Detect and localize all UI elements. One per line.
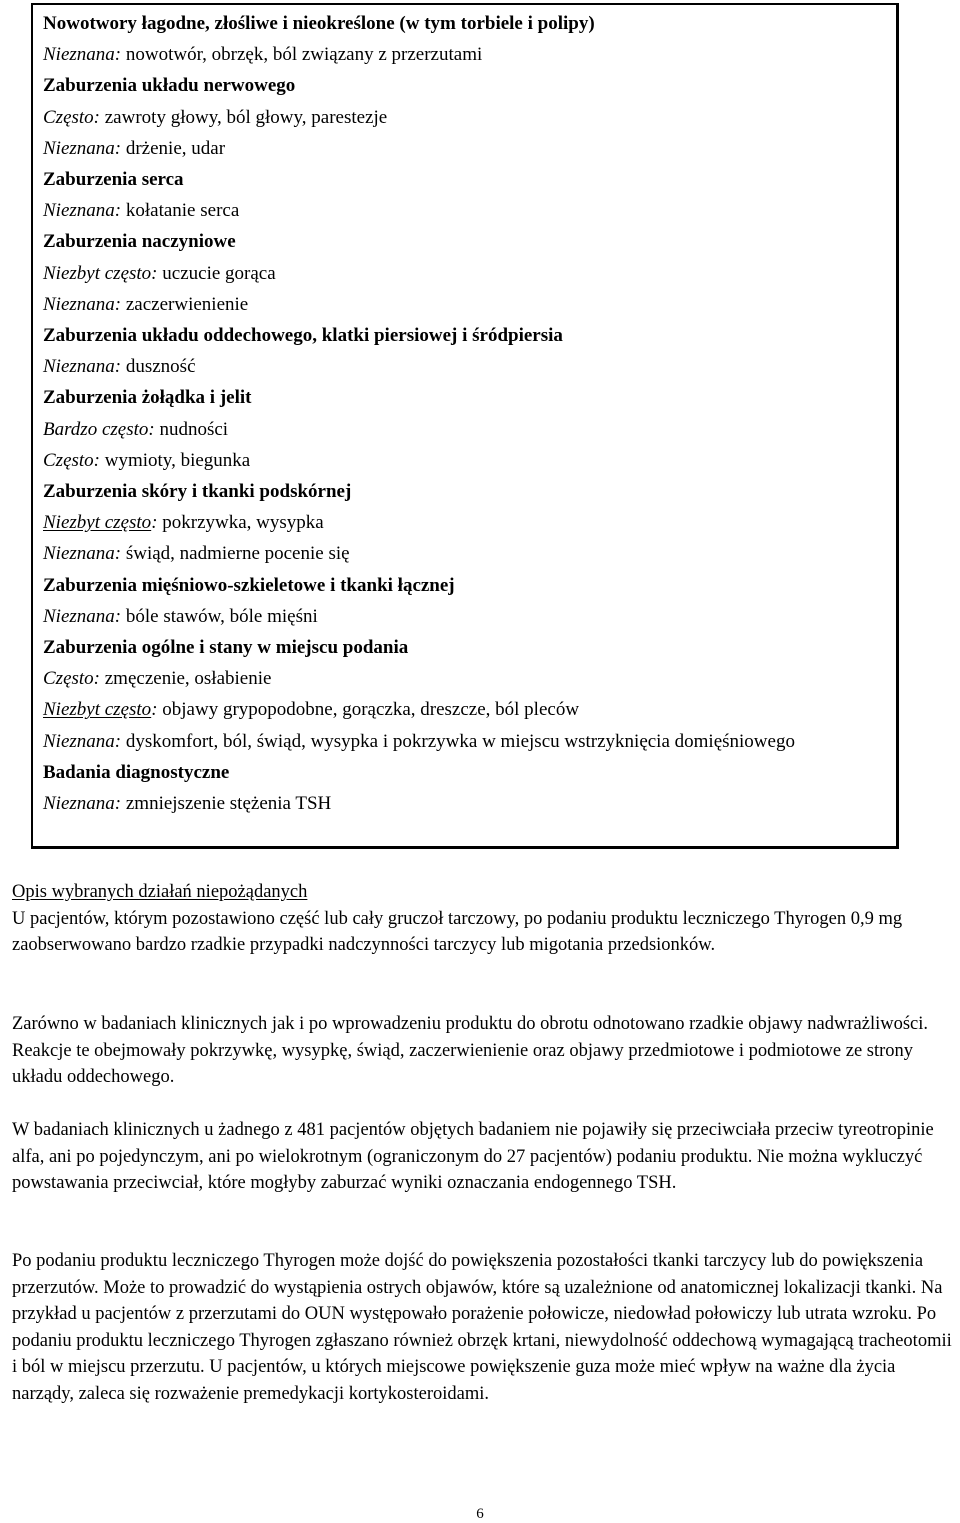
reaction-row (43, 39, 888, 70)
frequency-label: Nieznana: (43, 137, 122, 159)
reaction-text: zmniejszenie stężenia TSH (121, 793, 332, 815)
category-heading: Zaburzenia ogólne i stany w miejscu podania (43, 637, 409, 659)
category-heading: Zaburzenia skóry i tkanki podskórnej (43, 481, 352, 503)
category-heading: Zaburzenia naczyniowe (43, 231, 236, 253)
reaction-row (43, 788, 888, 819)
frequency-label: Nieznana: (43, 793, 122, 815)
frequency-label: Nieznana: (43, 356, 122, 378)
frequency-label: Niezbyt często (43, 512, 152, 534)
adverse-reactions-table (31, 3, 899, 849)
reaction-text: bóle stawów, bóle mięśni (121, 605, 318, 627)
paragraph-4: Po podaniu produktu leczniczego Thyrogen może dojść do powiększenia pozostałości tkanki tarczycy lub do powiększenia przerzutów. Może to prowadzić do wystąpienia ostrych objawów, które są uzależnione od anatomicznej lokalizacji tkanki. Na przykład u pacjentów z przerzutami do OUN występowało porażenie połowicze, niedowład połowiczy lub utrata wzroku. Po podaniu produktu leczniczego Thyrogen zgłaszano również obrzęk krtani, niewydolność oddechową wymagającą tracheotomii i ból w miejscu przerzutu. U pacjentów, u których miejscowe powiększenie guza może mieć wpływ na ważne dla życia narządy, zaleca się rozważenie premedykacji kortykosteroidami. (12, 1251, 952, 1404)
reaction-row (43, 351, 888, 382)
frequency-label: Nieznana: (43, 293, 122, 315)
frequency-label: Nieznana: (43, 605, 122, 627)
frequency-label: Często: (43, 449, 100, 471)
reaction-text: duszność (121, 356, 196, 378)
frequency-label: Niezbyt często (43, 699, 152, 721)
reaction-text: wymioty, biegunka (100, 449, 251, 471)
category-heading: Zaburzenia mięśniowo-szkieletowe i tkanki łącznej (43, 574, 455, 596)
reaction-row (43, 133, 888, 164)
paragraph-3: W badaniach klinicznych u żadnego z 481 pacjentów objętych badaniem nie pojawiły się przeciwciała przeciw tyreotropinie alfa, ani po pojedynczym, ani po wielokrotnym (ograniczonym do 27 pacjentów) podaniu produktu. Nie można wykluczyć powstawania przeciwciał, które mogłyby zaburzać wyniki oznaczania endogennego TSH. (12, 1120, 934, 1193)
description-section (12, 879, 958, 959)
frequency-label: Często: (43, 668, 100, 690)
reaction-row (43, 507, 888, 538)
frequency-label: Nieznana: (43, 543, 122, 565)
category-heading: Zaburzenia żołądka i jelit (43, 387, 252, 409)
paragraph-1: U pacjentów, którym pozostawiono część lub cały gruczoł tarczowy, po podaniu produktu leczniczego Thyrogen 0,9 mg zaobserwowano bardzo rzadkie przypadki nadczynności tarczycy lub migotania przedsionków. (12, 908, 903, 955)
reaction-row (43, 601, 888, 632)
category-heading: Zaburzenia układu oddechowego, klatki piersiowej i śródpiersia (43, 325, 563, 347)
adverse-reactions-list (43, 8, 888, 819)
reaction-text: zawroty głowy, ból głowy, parestezje (100, 106, 388, 128)
paragraph-2: Zarówno w badaniach klinicznych jak i po wprowadzeniu produktu do obrotu odnotowano rzadkie objawy nadwrażliwości. Reakcje te obejmowały pokrzywkę, wysypkę, świąd, zaczerwienienie oraz objawy przedmiotowe i podmiotowe ze strony układu oddechowego. (12, 1014, 929, 1087)
frequency-colon: : (151, 512, 158, 534)
reaction-text: objawy grypopodobne, gorączka, dreszcze, ból pleców (157, 699, 580, 721)
paragraph-2-block (12, 1011, 958, 1091)
frequency-label: Często: (43, 106, 100, 128)
category-heading: Nowotwory łagodne, złośliwe i nieokreślone (w tym torbiele i polipy) (43, 13, 595, 34)
reaction-text: pokrzywka, wysypka (157, 512, 324, 534)
reaction-row (43, 289, 888, 320)
category-heading: Zaburzenia układu nerwowego (43, 75, 296, 97)
reaction-row (43, 663, 888, 694)
reaction-row (43, 726, 888, 757)
frequency-colon: : (151, 699, 158, 721)
paragraph-3-block (12, 1117, 958, 1197)
reaction-row (43, 102, 888, 133)
frequency-label: Bardzo często: (43, 418, 155, 440)
category-heading: Zaburzenia serca (43, 169, 184, 191)
reaction-row (43, 538, 888, 569)
section-title: Opis wybranych działań niepożądanych (12, 882, 308, 902)
page-number: 6 (476, 1506, 484, 1522)
reaction-text: dyskomfort, ból, świąd, wysypka i pokrzywka w miejscu wstrzyknięcia domięśniowego (121, 730, 795, 752)
reaction-row (43, 258, 888, 289)
frequency-label: Nieznana: (43, 44, 122, 66)
reaction-row (43, 445, 888, 476)
reaction-row (43, 694, 888, 725)
reaction-text: uczucie gorąca (157, 262, 276, 284)
category-heading: Badania diagnostyczne (43, 761, 230, 783)
reaction-text: nudności (154, 418, 229, 440)
reaction-text: nowotwór, obrzęk, ból związany z przerzutami (121, 44, 483, 66)
reaction-text: zmęczenie, osłabienie (100, 668, 272, 690)
frequency-label: Niezbyt często: (43, 262, 158, 284)
paragraph-4-block (12, 1248, 958, 1407)
reaction-text: świąd, nadmierne pocenie się (121, 543, 350, 565)
frequency-label: Nieznana: (43, 200, 122, 222)
reaction-row (43, 414, 888, 445)
reaction-text: kołatanie serca (121, 200, 240, 222)
reaction-text: drżenie, udar (121, 137, 226, 159)
reaction-row (43, 195, 888, 226)
frequency-label: Nieznana: (43, 730, 122, 752)
reaction-text: zaczerwienienie (121, 293, 249, 315)
